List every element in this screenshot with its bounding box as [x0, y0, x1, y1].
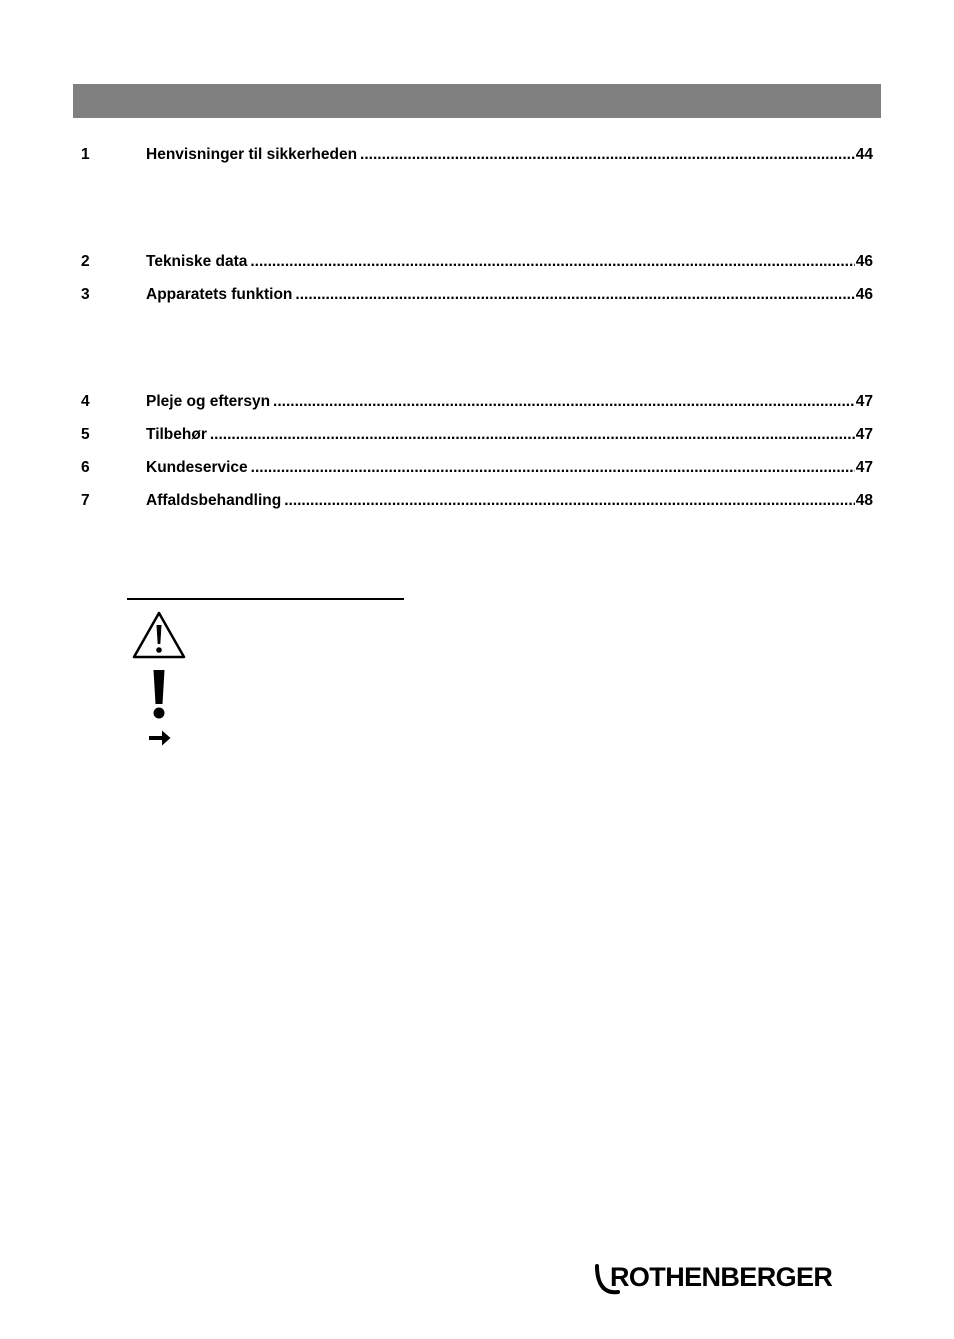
- toc-leader-dots: [251, 458, 855, 478]
- toc-page-number: 46: [855, 286, 873, 303]
- toc-page-number: 48: [855, 492, 873, 509]
- toc-row[interactable]: [81, 252, 873, 272]
- toc-leader-dots: [210, 425, 855, 445]
- toc-title: Affaldsbehandling: [146, 492, 282, 509]
- toc-title: Tekniske data: [146, 253, 248, 270]
- toc-leader-dots: [295, 285, 854, 305]
- section-divider: [127, 598, 404, 600]
- toc-row[interactable]: [81, 425, 873, 445]
- toc-number: 6: [81, 459, 90, 476]
- toc-page-number: 47: [855, 393, 873, 410]
- toc-number: 7: [81, 492, 90, 509]
- toc-row[interactable]: [81, 458, 873, 478]
- toc-leader-dots: [284, 491, 855, 511]
- exclamation-icon: [150, 668, 168, 720]
- warning-triangle-icon: [132, 610, 186, 660]
- toc-leader-dots: [250, 252, 854, 272]
- toc-page-number: 47: [855, 426, 873, 443]
- toc-row[interactable]: [81, 392, 873, 412]
- toc-leader-dots: [360, 145, 855, 165]
- toc-title: Kundeservice: [146, 459, 248, 476]
- header-bar: [73, 84, 881, 118]
- toc-leader-dots: [273, 392, 855, 412]
- toc-number: 5: [81, 426, 90, 443]
- toc-page-number: 46: [855, 253, 873, 270]
- toc-number: 4: [81, 393, 90, 410]
- toc-row[interactable]: [81, 145, 873, 165]
- toc-page-number: 44: [855, 146, 873, 163]
- toc-number: 1: [81, 146, 90, 163]
- logo-text: ROTHENBERGER: [610, 1262, 833, 1292]
- toc-page-number: 47: [855, 459, 873, 476]
- toc-title: Tilbehør: [146, 426, 207, 443]
- toc-title: Apparatets funktion: [146, 286, 293, 303]
- toc-title: Pleje og eftersyn: [146, 393, 271, 410]
- toc-number: 3: [81, 286, 90, 303]
- arrow-right-icon: [148, 727, 172, 749]
- toc-number: 2: [81, 253, 90, 270]
- toc-title: Henvisninger til sikkerheden: [146, 146, 358, 163]
- toc-row[interactable]: [81, 285, 873, 305]
- rothenberger-logo: [594, 1262, 833, 1298]
- toc-row[interactable]: [81, 491, 873, 511]
